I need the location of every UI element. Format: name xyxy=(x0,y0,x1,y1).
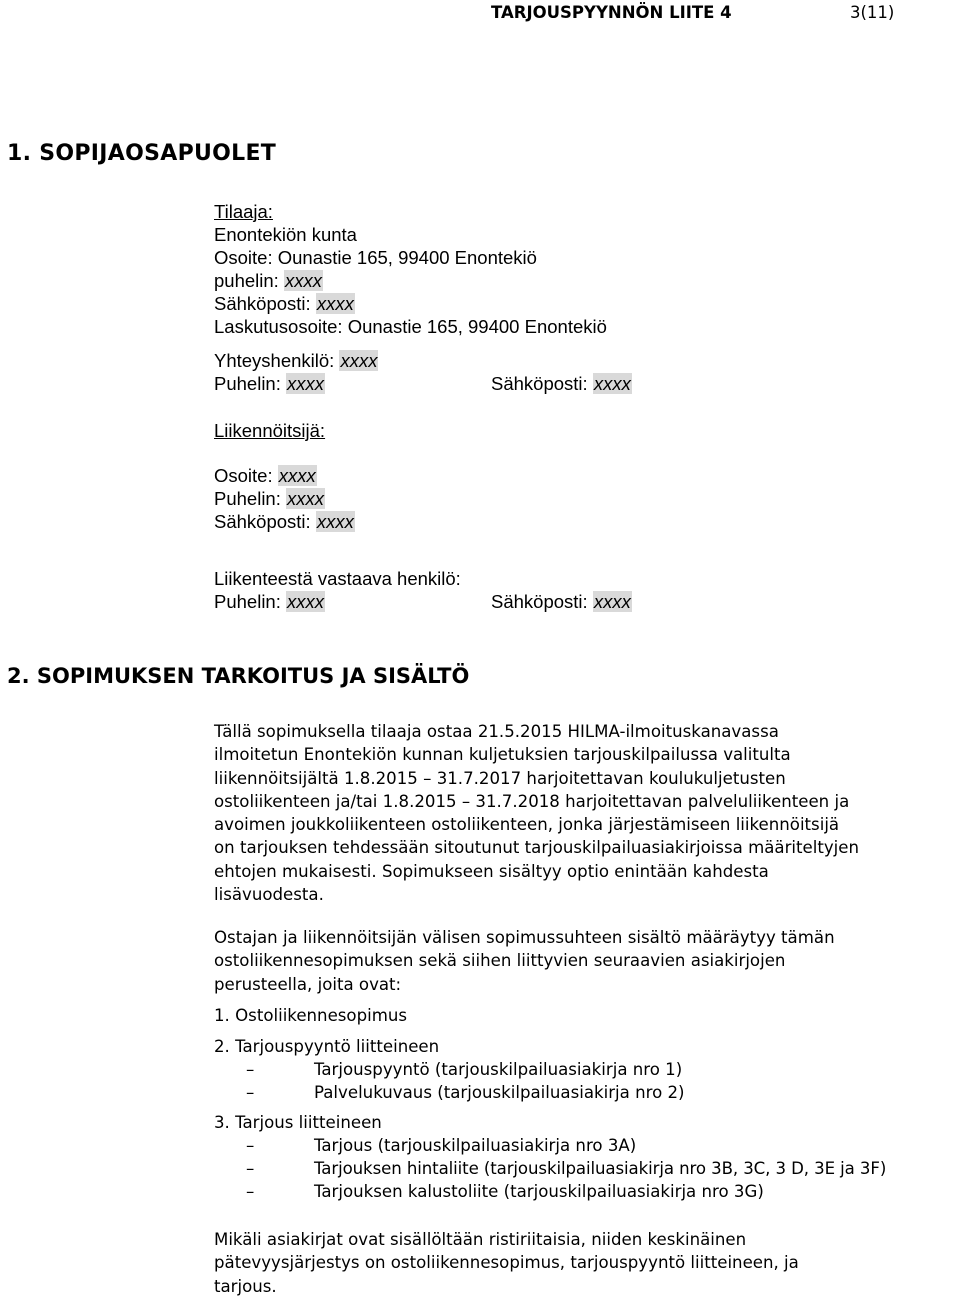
text-line: lisävuodesta. xyxy=(214,885,324,905)
tilaaja-email xyxy=(214,293,355,315)
text-line: Ostajan ja liikennöitsijän välisen sopimussuhteen sisältö määräytyy tämän xyxy=(214,928,835,947)
paragraph-1 xyxy=(214,720,859,906)
list-subitem-text: Tarjouksen kalustoliite (tarjouskilpailuasiakirja nro 3G) xyxy=(314,1182,764,1201)
tilaaja-phone-label: puhelin: xyxy=(214,270,279,291)
tilaaja-address: Osoite: Ounastie 165, 99400 Enontekiö xyxy=(214,247,537,268)
list-subitem-text: Palvelukuvaus (tarjouskilpailuasiakirja nro 2) xyxy=(314,1083,685,1102)
text-line: ilmoitetun Enontekiön kunnan kuljetuksien tarjouskilpailussa valitulta xyxy=(214,745,791,765)
text-line: Tällä sopimuksella tilaaja ostaa 21.5.2015 HILMA-ilmoituskanavassa xyxy=(214,722,779,741)
phone-label: Puhelin: xyxy=(214,591,281,612)
dash-bullet: – xyxy=(246,1060,255,1079)
list-subitem xyxy=(246,1083,685,1102)
text-line: ehtojen mukaisesti. Sopimukseen sisältyy optio enintään kahdesta xyxy=(214,861,769,881)
tilaaja-contact-phone xyxy=(214,373,325,395)
text-line: liikennöitsijältä 1.8.2015 – 31.7.2017 harjoitettavan koulukuljetusten xyxy=(214,768,786,788)
vastaava-label: Liikenteestä vastaava henkilö: xyxy=(214,568,461,589)
text-line: Mikäli asiakirjat ovat sisällöltään ristiriitaisia, niiden keskinäinen xyxy=(214,1230,747,1249)
tilaaja-billing-address: Laskutusosoite: Ounastie 165, 99400 Enontekiö xyxy=(214,316,607,337)
address-label: Osoite: xyxy=(214,465,273,486)
placeholder-field: xxxx xyxy=(287,591,324,612)
text-line: perusteella, joita ovat: xyxy=(214,974,402,994)
tilaaja-email-label: Sähköposti: xyxy=(214,293,311,314)
dash-bullet: – xyxy=(246,1182,255,1201)
liikennoitsija-label: Liikennöitsijä: xyxy=(214,420,326,441)
dash-bullet: – xyxy=(246,1159,255,1178)
list-subitem xyxy=(246,1136,636,1155)
dash-bullet: – xyxy=(246,1136,255,1155)
text-line: pätevyysjärjestys on ostoliikennesopimus, tarjouspyyntö liitteineen, ja xyxy=(214,1253,799,1273)
placeholder-field: xxxx xyxy=(593,591,631,612)
section-2-heading: 2. SOPIMUKSEN TARKOITUS JA SISÄLTÖ xyxy=(7,664,470,688)
document-header-title: TARJOUSPYYNNÖN LIITE 4 xyxy=(491,3,732,22)
tilaaja-label: Tilaaja: xyxy=(214,201,273,222)
section-1-heading: 1. SOPIJAOSAPUOLET xyxy=(7,141,277,166)
list-subitem-text: Tarjouksen hintaliite (tarjouskilpailuasiakirja nro 3B, 3C, 3 D, 3E ja 3F) xyxy=(314,1159,887,1178)
liikennoitsija-phone xyxy=(214,488,325,510)
liikennoitsija-address xyxy=(214,465,317,487)
placeholder-field: xxxx xyxy=(593,373,631,394)
placeholder-field: xxxx xyxy=(340,350,378,371)
list-subitem xyxy=(246,1060,682,1079)
placeholder-field: xxxx xyxy=(278,465,316,486)
placeholder-field: xxxx xyxy=(287,488,324,509)
list-subitem xyxy=(246,1159,886,1178)
placeholder-field: xxxx xyxy=(316,511,354,532)
text-line: avoimen joukkoliikenteen ostoliikenteen, jonka järjestämiseen liikennöitsijä xyxy=(214,815,840,835)
list-item-3: 3. Tarjous liitteineen xyxy=(214,1113,382,1132)
list-subitem xyxy=(246,1182,764,1201)
list-item-1: 1. Ostoliikennesopimus xyxy=(214,1006,408,1025)
vastaava-phone xyxy=(214,591,325,613)
paragraph-3 xyxy=(214,1228,799,1298)
placeholder-field: xxxx xyxy=(316,293,354,314)
paragraph-2 xyxy=(214,926,835,996)
contact-email-label: Sähköposti: xyxy=(491,373,588,394)
contact-label: Yhteyshenkilö: xyxy=(214,350,335,371)
list-subitem-text: Tarjouspyyntö (tarjouskilpailuasiakirja nro 1) xyxy=(314,1060,683,1079)
tilaaja-name: Enontekiön kunta xyxy=(214,224,357,245)
list-item-2: 2. Tarjouspyyntö liitteineen xyxy=(214,1037,440,1056)
text-line: on tarjouksen tehdessään sitoutunut tarjouskilpailuasiakirjoissa määriteltyjen xyxy=(214,838,859,858)
email-label: Sähköposti: xyxy=(214,511,311,532)
placeholder-field: xxxx xyxy=(284,270,322,291)
placeholder-field: xxxx xyxy=(287,373,324,394)
liikennoitsija-email xyxy=(214,511,355,533)
text-line: ostoliikenteen ja/tai 1.8.2015 – 31.7.2018 harjoitettavan palveluliikenteen ja xyxy=(214,791,850,811)
tilaaja-phone xyxy=(214,270,323,292)
email-label: Sähköposti: xyxy=(491,591,588,612)
page-number: 3(11) xyxy=(850,3,895,22)
tilaaja-contact xyxy=(214,350,378,372)
phone-label: Puhelin: xyxy=(214,488,281,509)
text-line: ostoliikennesopimuksen sekä siihen liittyvien seuraavien asiakirjojen xyxy=(214,951,786,971)
vastaava-email xyxy=(491,591,632,613)
list-subitem-text: Tarjous (tarjouskilpailuasiakirja nro 3A) xyxy=(314,1136,637,1155)
text-line: tarjous. xyxy=(214,1276,277,1296)
tilaaja-contact-email xyxy=(491,373,632,395)
dash-bullet: – xyxy=(246,1083,255,1102)
contact-phone-label: Puhelin: xyxy=(214,373,281,394)
